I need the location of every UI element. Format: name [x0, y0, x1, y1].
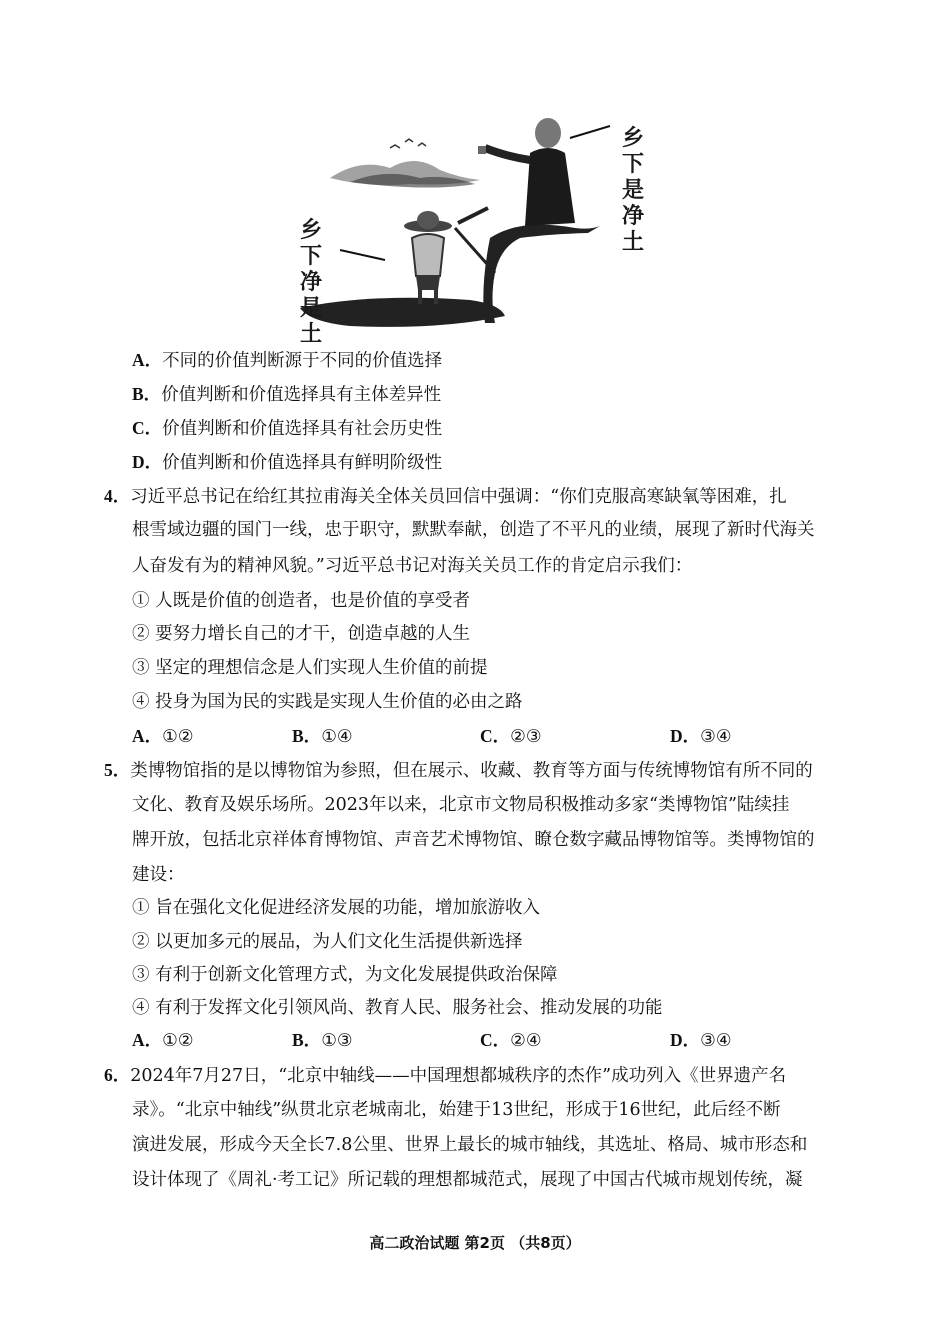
q6-stem-line-3: 演进发展，形成今天全长7.8公里、世界上最长的城市轴线，其选址、格局、城市形态和 — [132, 1135, 808, 1155]
q5-choice-b: B．①③ — [292, 1030, 353, 1051]
q5-statement-2: ② 以更加多元的展品，为人们文化生活提供新选择 — [132, 932, 523, 952]
left-caption: 乡 下 净 是 土 — [299, 218, 322, 347]
q4-choice-d: D．③④ — [670, 726, 732, 747]
q3-option-c: C．价值判断和价值选择具有社会历史性 — [132, 418, 443, 439]
page-footer: 高二政治试题 第2页 （共8页） — [369, 1234, 581, 1252]
q3-option-a: A．不同的价值判断源于不同的价值选择 — [132, 350, 443, 371]
q6-stem-line-2: 录》。“北京中轴线”纵贯北京老城南北，始建于13世纪，形成于16世纪，此后经不断 — [132, 1100, 781, 1120]
q6-stem-line-4: 设计体现了《周礼·考工记》所记载的理想都城范式，展现了中国古代城市规划传统，凝 — [132, 1170, 803, 1190]
q4-statement-4: ④ 投身为国为民的实践是实现人生价值的必由之路 — [132, 692, 523, 712]
cartoon-illustration — [290, 108, 660, 347]
q5-stem-line-1: 5．类博物馆指的是以博物馆为参照，但在展示、收藏、教育等方面与传统博物馆有所不同的 — [104, 760, 813, 781]
q5-stem-line-2: 文化、教育及娱乐场所。2023年以来，北京市文物局积极推动多家“类博物馆”陆续挂 — [132, 795, 790, 815]
q5-stem-line-4: 建设： — [132, 865, 185, 885]
q3-option-d: D．价值判断和价值选择具有鲜明阶级性 — [132, 452, 443, 473]
q4-stem-line-2: 根雪域边疆的国门一线，忠于职守，默默奉献，创造了不平凡的业绩，展现了新时代海关 — [132, 520, 815, 540]
q5-choice-c: C．②④ — [480, 1030, 542, 1051]
right-caption: 乡 下 是 净 土 — [621, 126, 644, 255]
q5-statement-3: ③ 有利于创新文化管理方式，为文化发展提供政治保障 — [132, 965, 558, 985]
cartoon-drawing — [290, 108, 660, 338]
q4-statement-3: ③ 坚定的理想信念是人们实现人生价值的前提 — [132, 658, 488, 678]
q3-option-b: B．价值判断和价值选择具有主体差异性 — [132, 384, 442, 405]
q5-statement-4: ④ 有利于发挥文化引领风尚、教育人民、服务社会、推动发展的功能 — [132, 998, 663, 1018]
q4-choice-a: A．①② — [132, 726, 194, 747]
q5-choice-d: D．③④ — [670, 1030, 732, 1051]
q6-stem-line-1: 6．2024年7月27日，“北京中轴线——中国理想都城秩序的杰作”成功列入《世界遗产名 — [104, 1065, 787, 1086]
q5-choice-a: A．①② — [132, 1030, 194, 1051]
q4-stem-line-3: 人奋发有为的精神风貌。”习近平总书记对海关关员工作的肯定启示我们： — [132, 556, 693, 576]
q4-choice-c: C．②③ — [480, 726, 542, 747]
q4-statement-1: ① 人既是价值的创造者，也是价值的享受者 — [132, 591, 471, 611]
q4-choice-b: B．①④ — [292, 726, 353, 747]
q5-stem-line-3: 牌开放，包括北京祥体育博物馆、声音艺术博物馆、瞭仓数字藏品博物馆等。类博物馆的 — [132, 830, 815, 850]
q4-statement-2: ② 要努力增长自己的才干，创造卓越的人生 — [132, 624, 471, 644]
q5-statement-1: ① 旨在强化文化促进经济发展的功能，增加旅游收入 — [132, 898, 541, 918]
q4-stem-line-1: 4．习近平总书记在给红其拉甫海关全体关员回信中强调：“你们克服高寒缺氧等困难，扎 — [104, 486, 787, 507]
